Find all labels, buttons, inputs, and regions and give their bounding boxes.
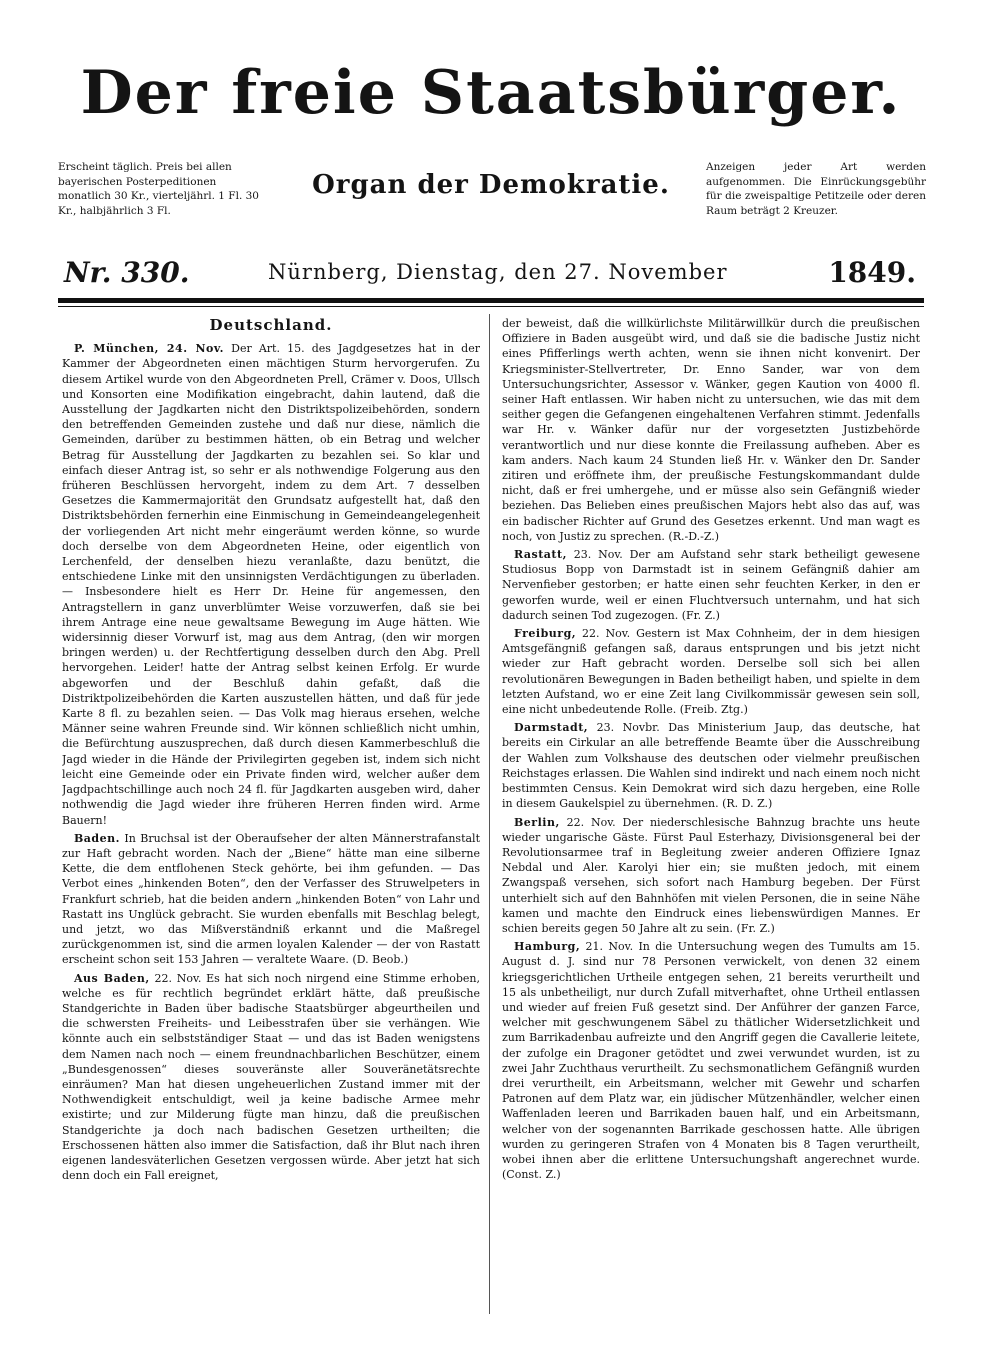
article-place: Baden.: [74, 831, 120, 845]
article-date: 21. Nov.: [585, 940, 634, 954]
article-source: (D. Beob.): [352, 953, 409, 967]
issue-number: Nr. 330.: [64, 256, 190, 289]
article-text: Gestern ist Max Cohnheim, der in dem hiesigen Amtsgefängniß gefangen saß, daraus entsprungen und bis jetzt nicht wieder zur Haft gebracht worden. Derselbe soll sich bei allen revolutionären Bewegungen in Baden betheiligt haben, und spielte in dem letzten Aufstand, wo er eine Zeit lang Civilkommissär gewesen sein soll, eine nicht unbedeutende Rolle.: [502, 627, 920, 717]
masthead-title: Der freie Staatsbürger.: [80, 58, 902, 128]
article-date: 22. Nov.: [582, 627, 631, 641]
advertising-info: Anzeigen jeder Art werden aufgenommen. Die Einrückungsgebühr für die zweispaltige Petitzeile oder deren Raum beträgt 2 Kreuzer.: [706, 161, 926, 217]
masthead-tagline: Organ der Demokratie.: [312, 170, 670, 200]
header-rule-thick: [58, 298, 924, 303]
article-source: (Freib. Ztg.): [679, 703, 748, 717]
article-place: P. München, 24. Nov.: [74, 342, 224, 356]
article-text: Es hat sich noch nirgend eine Stimme erhoben, welche es für rechtlich begründet erklärt hätte, daß preußische Standgerichte in Baden über badische Staatsbürger abgeurtheilen und die schwersten Freiheits- und Leibesstrafen über sie verhängen. Wie könnte auch ein selbstständiger Staat — und das ist Baden wenigstens dem Namen nach noch — einem freundnachbarlichen Beschützer, einem „Bundesgenossen“ dieses souveränste aller Souveränetätsrechte einräumen? Man hat diesen ungeheuerlichen Zustand immer mit der Nothwendigkeit entschuldigt, weil ja keine badische Armee mehr existirte; und zur Milderung fügte man hinzu, daß die preußischen Standgerichte ja doch nach badischen Gesetzen urtheilten; die Erschossenen hätten also immer die Satisfaction, daß ihr Blut nach ihren eigenen landesväterlichen Gesetzen vergossen würde. Aber jetzt hat sich denn doch ein Fall ereignet,: [62, 971, 480, 1183]
article-source: (R.-D.-Z.): [668, 529, 720, 543]
subscription-info: Erscheint täglich. Preis bei allen bayerischen Posterpeditionen monatlich 30 Kr., vierteljährl. 1 Fl. 30 Kr., halbjährlich 3 Fl.: [58, 161, 259, 217]
article-text: Der niederschlesische Bahnzug brachte uns heute wieder ungarische Gäste. Fürst Paul Esterhazy, Divisionsgeneral bei der Revolutionsarmee traf in Begleitung zweier anderen Offiziere Ignaz Nebdal und Aler. Karolyi hier ein; sie mußten jedoch, mit einem Zwangspaß versehen, sich sofort nach Hamburg begeben. Der Fürst unterhielt sich auf den Bahnhöfen mit vielen Personen, die in seine Nähe kamen und machte den Eindruck eines liebenswürdigen Mannes. Er schien bereits gegen 50 Jahre alt zu sein.: [502, 815, 920, 935]
article-continuation: [502, 316, 920, 544]
article-text: der beweist, daß die willkürlichste Militärwillkür durch die preußischen Offiziere in Baden ausgeübt wird, und daß sie die badische Justiz nicht eines Pfifferlings werth achten, wenn sie ihnen nicht konvenirt. Der Kriegsminister-Stellvertreter, Dr. Enno Sander, war von dem Untersuchungsrichter, Assessor v. Wänker, gegen Kaution von 4000 fl. seiner Haft entlassen. Wir haben nicht zu untersuchen, wie das mit dem seither gegen die Gefangenen eingehaltenen Verfahren stimmt. Jedenfalls war Hr. v. Wänker dafür nur der vorgesetzten Justizbehörde verantwortlich und nur diese konnte die Freilassung aufheben. Aber es kam anders. Nach kaum 24 Stunden ließ Hr. v. Wänker den Dr. Sander zitiren und eröffnete ihm, der preußische Festungskommandant dulde nicht, daß er frei umhergehe, und er müsse also sein Gefängniß wieder beziehen. Das Belieben eines preußischen Majors hebt also das auf, was ein badischer Richter auf Grund des Gesetzes erkennt. Und man wagt es noch, von Justiz zu sprechen.: [502, 317, 920, 543]
column-divider: [489, 314, 490, 1314]
article-text: Der am Aufstand sehr stark betheiligt gewesene Studiosus Bopp von Darmstadt ist in seinem Gefängniß dahier am Nervenfieber gestorben; er hatte einen sehr feuchten Kerker, in den er geworfen wurde, weil er einen Fluchtversuch unternahm, und hat sich dadurch seinen Tod zugezogen.: [502, 548, 920, 622]
section-title: Deutschland.: [209, 316, 333, 334]
article-muenchen: [62, 341, 480, 828]
article-date: 22. Nov.: [566, 815, 616, 829]
article-place: Darmstadt,: [514, 721, 589, 735]
article-berlin: [502, 815, 920, 937]
right-column: [502, 316, 920, 1316]
article-baden: [62, 831, 480, 968]
issue-year: 1849.: [828, 256, 916, 289]
article-text: In die Untersuchung wegen des Tumults am 15. August d. J. sind nur 78 Personen verwickelt, von denen 32 einem kriegsgerichtlichen Urtheile entgegen sehen, 21 bereits verurtheilt und 15 als unbetheiligt, nur durch Zufall mitverhaftet, ohne Urtheil entlassen und wieder auf freien Fuß gesetzt sind. Der Anführer der ganzen Farce, welcher mit geschwungenem Säbel zu thätlicher Widersetzlichkeit und zum Barrikadenbau aufreizte und den Angriff gegen die Cavallerie leitete, der zufolge ein Dragoner getödtet und zwei verwundet wurden, ist zu zwei Jahr Zuchthaus verurtheilt. Zu sechsmonatlichem Gefängniß wurden drei verurtheilt, ein Arbeitsmann, welcher mit Gewehr und scharfen Patronen auf dem Platz war, ein jüdischer Mützenhändler, welcher einen Waffenladen leeren und Barrikaden bauen half, und ein Arbeitsmann, welcher von der sogenannten Barrikade geschossen hatte. Alle übrigen wurden zu geringeren Strafen von 4 Monaten bis 8 Tagen verurtheilt, wobei ihnen aber die erlittene Untersuchungshaft angerechnet wurde.: [502, 940, 920, 1166]
article-source: (Fr. Z.): [681, 608, 720, 622]
article-place: Aus Baden,: [74, 971, 150, 985]
article-hamburg: [502, 939, 920, 1182]
dateline: Nürnberg, Dienstag, den 27. November: [268, 260, 728, 284]
left-column: [62, 316, 480, 1316]
header-rule-thin: [58, 306, 924, 307]
article-aus-baden: [62, 971, 480, 1184]
article-place: Hamburg,: [514, 940, 581, 954]
article-place: Rastatt,: [514, 548, 567, 562]
article-darmstadt: [502, 720, 920, 811]
article-freiburg: [502, 626, 920, 717]
article-text: In Bruchsal ist der Oberaufseher der alten Männerstrafanstalt zur Haft gebracht worden. Nach der „Biene“ hätte man eine silberne Kette, die dem entflohenen Steck gehörte, bei ihm gefunden. — Das Verbot eines „hinkenden Boten“, den der Verfasser des Struwelpeters in Frankfurt schrieb, hat die beiden andern „hinkenden Boten“ von Lahr und Rastatt ins Unglück gebracht. Sie wurden ebenfalls mit Beschlag belegt, und jetzt, wo das Mißverständniß erkannt und die Maßregel zurückgenommen ist, sind die armen loyalen Kalender — der von Rastatt erscheint schon seit 153 Jahren — veraltete Waare.: [62, 831, 480, 967]
article-date: 23. Novbr.: [596, 721, 660, 735]
article-date: 22. Nov.: [154, 971, 202, 985]
article-source: (R. D. Z.): [722, 797, 773, 811]
article-source: (Const. Z.): [502, 1168, 561, 1182]
article-source: (Fr. Z.): [736, 921, 775, 935]
article-text: Das Ministerium Jaup, das deutsche, hat bereits ein Cirkular an alle betreffende Beamte über die Ausschreibung der Wahlen zum Volkshause des deutschen oder vielmehr preußischen Reichstages erlassen. Die Wahlen sind indirekt und nach einem noch nicht bestimmten Census. Kein Demokrat wird sich dazu hergeben, eine Rolle in diesem Gaukelspiel zu übernehmen.: [502, 721, 920, 811]
article-place: Berlin,: [514, 815, 560, 829]
newspaper-page: [58, 48, 924, 1316]
article-text: Der Art. 15. des Jagdgesetzes hat in der Kammer der Abgeordneten einen mächtigen Sturm hervorgerufen. Zu diesem Artikel wurde von den Abgeordneten Prell, Crämer v. Doos, Ullsch und Konsorten eine Modifikation eingebracht, dahin lautend, daß die Ausstellung der Jagdkarten nicht den Distriktspolizeibehörden, sondern den betreffenden Gemeinden zustehe und daß nur diese, nämlich die Gemeinden, darüber zu bestimmen hätten, ob ein Betrag und welcher Betrag für Ausstellung der Jagdkarten zu bezahlen sei. So klar und einfach dieser Antrag ist, so sehr er als nothwendige Folgerung aus den früheren Beschlüssen hervorgeht, indem zu dem Art. 7 desselben Gesetzes die Kammermajorität den Grundsatz aufgestellt hat, daß den Distriktsbehörden fernerhin eine Einmischung in Gemeindeangelegenheit der vorliegenden Art nicht mehr eingeräumt werden könne, so wurde doch derselbe von dem Abgeordneten Heine, oder eigentlich von Lerchenfeld, der denselben hiezu veranlaßte, dazu benützt, die entschiedene Linke mit den unsinnigsten Verdächtigungen zu überladen. — Insbesondere hielt es Herr Dr. Heine für angemessen, den Antragstellern in ganz unverblümter Weise vorzuwerfen, daß sie bei ihrem Antrage eine neue gewaltsame Bewegung im Auge hätten. Wie widersinnig dieser Vorwurf ist, mag aus dem Antrag, (den wir morgen bringen werden) u. der Rechtfertigung desselben durch den Abg. Prell hervorgehen. Leider! hatte der Antrag selbst keinen Erfolg. Er wurde abgeworfen und der Beschluß dahin gefaßt, daß die Distriktpolizeibehörden die Karten auszustellen hätten, und daß für jede Karte 8 fl. zu bezahlen seien. — Das Volk mag hieraus ersehen, welche Männer seine wahren Freunde sind. Wir können schließlich nicht umhin, die Befürchtung auszusprechen, daß durch diesen Kammerbeschluß die Jagd wieder in die Hände der Privilegirten gegeben ist, indem sich nicht leicht eine Gemeinde oder ein Private finden wird, welcher außer dem Jagdpachtschillinge auch noch 24 fl. für Jagdkarten ausgeben wird, daher nothwendig die Jagd wieder ihre früheren Herren finden wird. Arme Bauern!: [62, 342, 480, 827]
article-date: 23. Nov.: [573, 548, 623, 562]
article-rastatt: [502, 547, 920, 623]
article-place: Freiburg,: [514, 627, 577, 641]
